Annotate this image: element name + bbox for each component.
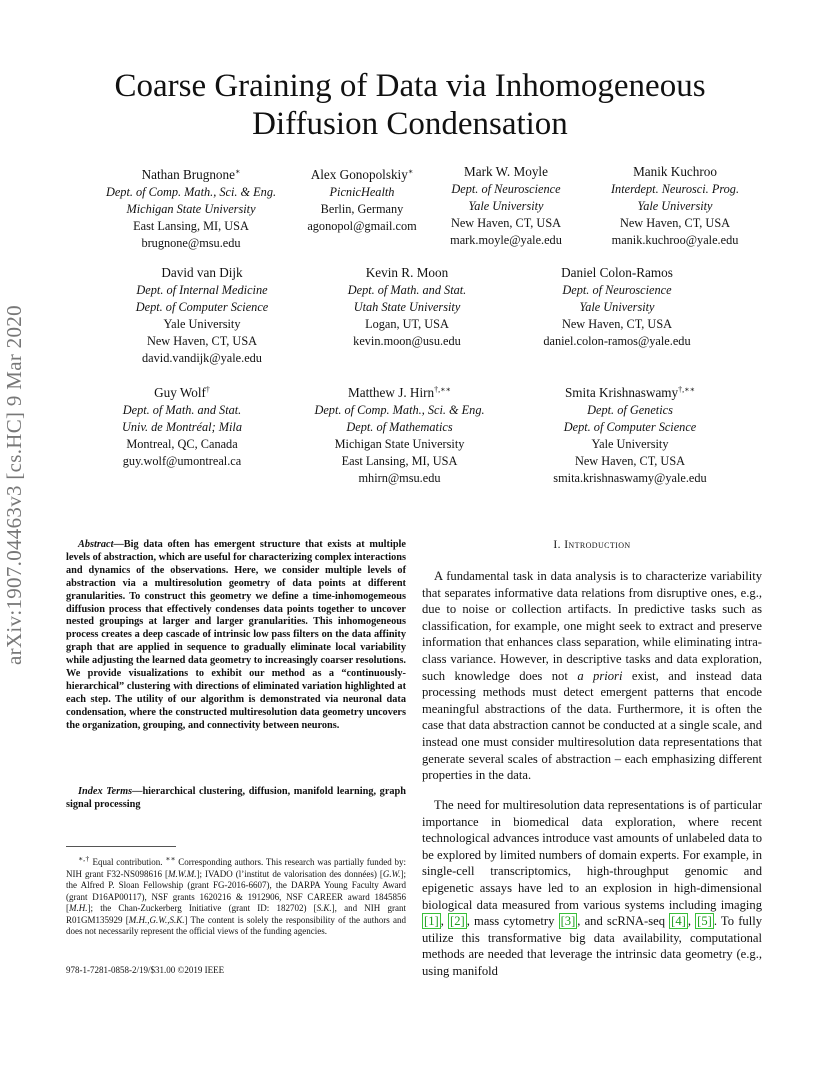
- footnote-initials: S.K.: [316, 903, 332, 913]
- author-affiliation: Dept. of Computer Science: [563, 420, 697, 435]
- author-affiliation: Dept. of Neuroscience: [451, 182, 561, 196]
- author-affiliation: Yale University: [637, 199, 713, 213]
- author-affiliation: Dept. of Mathematics: [346, 420, 453, 435]
- footnote-initials: M.W.M.: [168, 868, 197, 879]
- paper-title: Coarse Graining of Data via Inhomogeneous Diffusion Condensation: [114, 68, 706, 142]
- intro-paragraph: [422, 797, 762, 980]
- abstract-label: Abstract: [78, 539, 114, 550]
- author-email: agonopol@gmail.com: [307, 219, 417, 234]
- author-mark: †,∗∗: [678, 385, 696, 394]
- footnote-text: ] The content is solely the responsibility of the authors and does not necessarily represent the official views of the funding agencies.: [66, 914, 406, 936]
- paragraph-text: exist, and instead data processing methods must detect emergent patterns that encode meaningful abstractions of the data. Furthermore, it is often the case that data abstraction cannot be conducted at a single scale, and instead one must consider multiresolution data representations that generate several scales of abstraction – each emphasizing different properties in the data.: [422, 668, 762, 783]
- author-location: East Lansing, MI, USA: [341, 454, 458, 469]
- paragraph-text: ,: [687, 914, 696, 929]
- paragraph-text: The need for multiresolution data representations is of particular importance in biomedical data exploration, where recent technological advances introduce vast amounts of unlabeled data to be explored by limited numbers of domain experts. For example, in single-cell transcriptomics, high-throughput genomic and epigenetic assays have led to an explosion in high-dimensional biological data measured from various systems including imaging: [422, 798, 762, 912]
- footnote-text: ]; IVADO (l’institut de valorisation des données) [: [196, 868, 383, 879]
- author-name: Mark W. Moyle: [464, 164, 548, 179]
- author-name: Daniel Colon-Ramos: [561, 265, 673, 280]
- author-name: Smita Krishnaswamy: [564, 385, 679, 401]
- paragraph-text: , mass cytometry: [466, 914, 559, 929]
- paragraph-text: , and scRNA-seq: [577, 914, 670, 929]
- author-email: mhirn@msu.edu: [358, 471, 441, 486]
- author-mark: †,∗∗: [434, 385, 451, 394]
- author-block: [292, 381, 507, 487]
- author-name: Guy Wolf: [154, 385, 206, 401]
- author-block: [81, 163, 301, 252]
- author-block: [436, 163, 576, 249]
- citation-link[interactable]: [4]: [671, 914, 686, 929]
- author-block: [527, 264, 707, 350]
- paragraph-emphasis: a priori: [577, 668, 623, 683]
- author-name: Nathan Brugnone: [141, 167, 235, 183]
- author-affiliation: Dept. of Neuroscience: [562, 283, 672, 297]
- author-name: Matthew J. Hirn: [348, 385, 435, 401]
- arxiv-identifier: arXiv:1907.04463v3 [cs.HC] 9 Mar 2020: [2, 305, 26, 665]
- paragraph-text: . To fully utilize this transformative big data availability, computational methods are needed that leverage the intrinsic data geometry (e.g., using manifold: [422, 914, 762, 978]
- footnote-text: ], and NIH grant R01GM135929 [: [66, 903, 406, 925]
- footnote-mark: ∗,†: [78, 854, 90, 863]
- author-block: [112, 264, 292, 367]
- index-terms-label: Index Terms: [78, 786, 133, 797]
- author-location: New Haven, CT, USA: [561, 317, 673, 331]
- section-title: Introduction: [564, 539, 631, 551]
- author-block: [590, 163, 760, 249]
- author-name: Manik Kuchroo: [633, 164, 717, 179]
- author-email: daniel.colon-ramos@yale.edu: [543, 334, 691, 348]
- author-name: Kevin R. Moon: [365, 265, 449, 280]
- author-mark: ∗: [407, 167, 414, 176]
- author-mark: †: [205, 385, 210, 394]
- author-affiliation: Univ. de Montréal; Mila: [122, 420, 242, 435]
- section-heading: [422, 539, 762, 551]
- author-block: [107, 381, 257, 470]
- copyright-notice: 978-1-7281-0858-2/19/$31.00 ©2019 IEEE: [66, 965, 225, 975]
- abstract-text: —Big data often has emergent structure that exists at multiple levels of abstraction, which are useful for characterizing complex interactions and dynamics of the observations. Here, we consider multiple levels of abstraction via a multiresolution geometry of data points at different granularities. To construct this geometry we define a time-inhomogemeous diffusion process that effectively condenses data points together to uncover nested groupings at larger and larger granularities. This inhomogeneous process creates a deep cascade of intrinsic low pass filters on the data affinity graph that are applied in sequence to gradually eliminate local variability while adjusting the learned data geometry to increasingly coarser resolutions. We provide visualizations to exhibit our method as a “continuously-hierarchical” clustering with directions of eliminated variation highlighted at each step. The utility of our algorithm is demonstrated via neuronal data condensation, where the constructed multiresolution data geometry uncovers the organization, grouping, and connectivity between neurons.: [66, 539, 406, 731]
- author-block: [327, 264, 487, 350]
- footnote-initials: G.W.: [382, 868, 401, 879]
- author-email: manik.kuchroo@yale.edu: [611, 233, 739, 247]
- citation-link[interactable]: [1]: [424, 914, 439, 929]
- footnote-text: Corresponding authors. This research was partially funded by: NIH grant F32-NS098616 [: [66, 857, 407, 879]
- footnote-initials: M.H.: [69, 903, 88, 913]
- author-location: East Lansing, MI, USA: [133, 219, 249, 234]
- author-location: New Haven, CT, USA: [619, 216, 731, 230]
- author-location: Logan, UT, USA: [365, 317, 449, 331]
- author-name: Alex Gonopolskiy: [310, 167, 408, 183]
- citation-link[interactable]: [5]: [697, 914, 712, 929]
- author-affiliation: Dept. of Genetics: [587, 403, 673, 418]
- author-affiliation: Dept. of Comp. Math., Sci. & Eng.: [105, 185, 277, 200]
- footnote-text: Equal contribution.: [92, 857, 163, 867]
- author-affiliation: Interdept. Neurosci. Prog.: [610, 182, 740, 196]
- author-affiliation: Dept. of Math. and Stat.: [347, 283, 467, 297]
- author-email: guy.wolf@umontreal.ca: [122, 454, 242, 469]
- author-location: Yale University: [591, 437, 669, 452]
- author-location: New Haven, CT, USA: [146, 334, 258, 348]
- citation-link[interactable]: [2]: [450, 914, 465, 929]
- author-affiliation: Michigan State University: [126, 202, 256, 217]
- footnote-text: ]; the Chan-Zuckerberg Initiative (grant ID: 182702) [: [87, 903, 317, 913]
- footnote-text: ]; the Alfred P. Sloan Fellowship (grant FG-2016-6607), the DARPA Young Faculty Award (grant D16AP00117), NSF grants 1620216 & 1912906, NSF CAREER award 1845856 [: [66, 868, 406, 913]
- author-affiliation: Utah State University: [353, 300, 461, 314]
- citation-link[interactable]: [3]: [560, 914, 576, 929]
- index-terms: [66, 786, 406, 812]
- author-name: David van Dijk: [161, 265, 243, 280]
- author-mark: ∗: [234, 167, 241, 176]
- author-location: New Haven, CT, USA: [574, 454, 686, 469]
- author-location: Berlin, Germany: [320, 202, 404, 217]
- author-email: mark.moyle@yale.edu: [450, 233, 562, 247]
- author-block: [535, 381, 725, 487]
- paragraph-text: A fundamental task in data analysis is to characterize variability that separates informative data relations from disruptive ones, e.g., due to noise or collection artifacts. In predictive tasks such as classification, for example, one might seek to extract and preserve information that enhances class separation, while eliminating intra-class variance. However, in descriptive tasks and data exploration, such knowledge does not: [422, 569, 762, 683]
- author-block: [292, 163, 432, 235]
- paragraph-text: ,: [440, 914, 448, 929]
- intro-paragraph: [422, 568, 762, 784]
- author-affiliation: Dept. of Computer Science: [135, 300, 269, 314]
- author-affiliation: Yale University: [579, 300, 655, 314]
- author-affiliation: PicnicHealth: [329, 185, 395, 200]
- footnote-initials: M.H.,G.W.,S.K.: [128, 914, 185, 925]
- author-affiliation: Dept. of Internal Medicine: [136, 283, 268, 297]
- footnote: [66, 853, 406, 938]
- author-location: New Haven, CT, USA: [450, 216, 562, 230]
- author-email: kevin.moon@usu.edu: [353, 334, 461, 348]
- author-email: brugnone@msu.edu: [141, 236, 241, 251]
- author-email: smita.krishnaswamy@yale.edu: [553, 471, 707, 486]
- abstract: [66, 539, 406, 733]
- author-affiliation: Dept. of Math. and Stat.: [122, 403, 242, 418]
- section-number: I.: [553, 539, 561, 551]
- author-affiliation: Yale University: [468, 199, 544, 213]
- author-location: Montreal, QC, Canada: [126, 437, 238, 452]
- footnote-rule: [66, 846, 176, 847]
- author-affiliation: Dept. of Comp. Math., Sci. & Eng.: [314, 403, 485, 418]
- author-email: david.vandijk@yale.edu: [142, 351, 262, 365]
- author-location: Yale University: [163, 317, 241, 331]
- author-location: Michigan State University: [334, 437, 465, 452]
- index-terms-text: —hierarchical clustering, diffusion, manifold learning, graph signal processing: [66, 786, 406, 810]
- footnote-mark: ∗∗: [165, 854, 176, 863]
